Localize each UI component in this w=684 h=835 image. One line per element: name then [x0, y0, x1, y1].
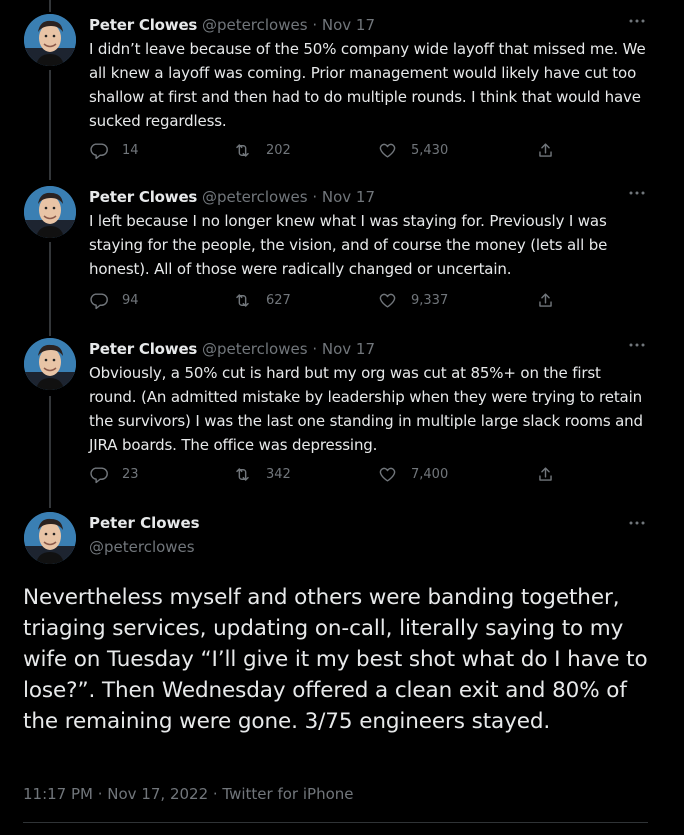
tweet[interactable] [0, 186, 684, 316]
reply-button[interactable] [89, 288, 139, 312]
tweet-actions [89, 138, 569, 162]
retweet-count: 627 [266, 292, 291, 308]
reply-icon [89, 465, 108, 484]
author-handle[interactable]: @peterclowes [201, 340, 308, 358]
main-tweet-text: Nevertheless myself and others were banding together, triaging services, updating on-call, literally saying to my wife on Tuesday “I’ll give it my best shot what do I have to lose?”. Then Wednesday offered a clean exit and 80% of the remaining were gone. 3/75 engineers stayed. [23, 585, 648, 734]
author-name[interactable]: Peter Clowes [89, 340, 198, 358]
author-handle[interactable]: @peterclowes [201, 16, 308, 34]
avatar[interactable] [24, 512, 76, 564]
tweet-actions [89, 462, 569, 486]
separator: · [312, 340, 318, 358]
separator: · [312, 188, 318, 206]
reply-count: 94 [122, 292, 139, 308]
author-name[interactable]: Peter Clowes [89, 514, 200, 532]
author-name[interactable]: Peter Clowes [89, 16, 198, 34]
tweet-header [89, 14, 375, 36]
main-tweet [0, 512, 684, 835]
more-icon[interactable] [628, 184, 646, 202]
tweet-text: Obviously, a 50% cut is hard but my org was cut at 85%+ on the first round. (An admitted mistake by leadership when they were trying to retain the survivors) I was the last one standing in multiple large slack rooms and JIRA boards. The office was depressing. [89, 364, 643, 454]
like-icon [378, 141, 397, 160]
retweet-button[interactable] [233, 462, 291, 486]
tweet-date[interactable]: Nov 17 [321, 340, 376, 358]
share-button[interactable] [536, 462, 555, 486]
share-button[interactable] [536, 288, 555, 312]
retweet-count: 202 [266, 142, 291, 158]
tweet[interactable] [0, 14, 684, 174]
author-handle[interactable]: @peterclowes [201, 188, 308, 206]
tweet-text: I left because I no longer knew what I was staying for. Previously I was staying for the people, the vision, and of course the money (lets all be honest). All of those were radically changed or uncertain. [89, 212, 608, 278]
like-count: 5,430 [411, 142, 449, 158]
author-handle[interactable]: @peterclowes [89, 538, 195, 556]
tweet[interactable] [0, 338, 684, 493]
avatar[interactable] [24, 338, 76, 390]
author-name[interactable]: Peter Clowes [89, 188, 198, 206]
more-icon[interactable] [628, 336, 646, 354]
share-icon [536, 141, 555, 160]
thread-line [49, 0, 51, 12]
reply-button[interactable] [89, 138, 139, 162]
share-icon [536, 291, 555, 310]
avatar[interactable] [24, 186, 76, 238]
retweet-button[interactable] [233, 288, 291, 312]
divider [23, 822, 648, 823]
retweet-icon [233, 141, 252, 160]
retweet-icon [233, 291, 252, 310]
like-count: 7,400 [411, 466, 449, 482]
reply-count: 23 [122, 466, 139, 482]
more-icon[interactable] [628, 12, 646, 30]
retweet-button[interactable] [233, 138, 291, 162]
reply-count: 14 [122, 142, 139, 158]
like-count: 9,337 [411, 292, 449, 308]
like-button[interactable] [378, 288, 448, 312]
tweet-text: I didn’t leave because of the 50% company wide layoff that missed me. We all knew a layoff was coming. Prior management would likely have cut too shallow at first and then had to do multiple rounds. I think that would have sucked regardless. [89, 40, 646, 130]
tweet-header [89, 338, 375, 360]
reply-icon [89, 291, 108, 310]
like-button[interactable] [378, 462, 448, 486]
share-icon [536, 465, 555, 484]
tweet-actions [89, 288, 569, 312]
tweet-date[interactable]: Nov 17 [321, 16, 376, 34]
separator: · [312, 16, 318, 34]
share-button[interactable] [536, 138, 555, 162]
avatar[interactable] [24, 14, 76, 66]
tweet-header [89, 186, 375, 208]
retweet-count: 342 [266, 466, 291, 482]
like-icon [378, 291, 397, 310]
tweet-date[interactable]: Nov 17 [321, 188, 376, 206]
reply-button[interactable] [89, 462, 139, 486]
retweet-icon [233, 465, 252, 484]
like-button[interactable] [378, 138, 448, 162]
more-icon[interactable] [628, 514, 646, 532]
tweet-timestamp[interactable]: 11:17 PM · Nov 17, 2022 · Twitter for iPhone [23, 785, 354, 803]
reply-icon [89, 141, 108, 160]
like-icon [378, 465, 397, 484]
